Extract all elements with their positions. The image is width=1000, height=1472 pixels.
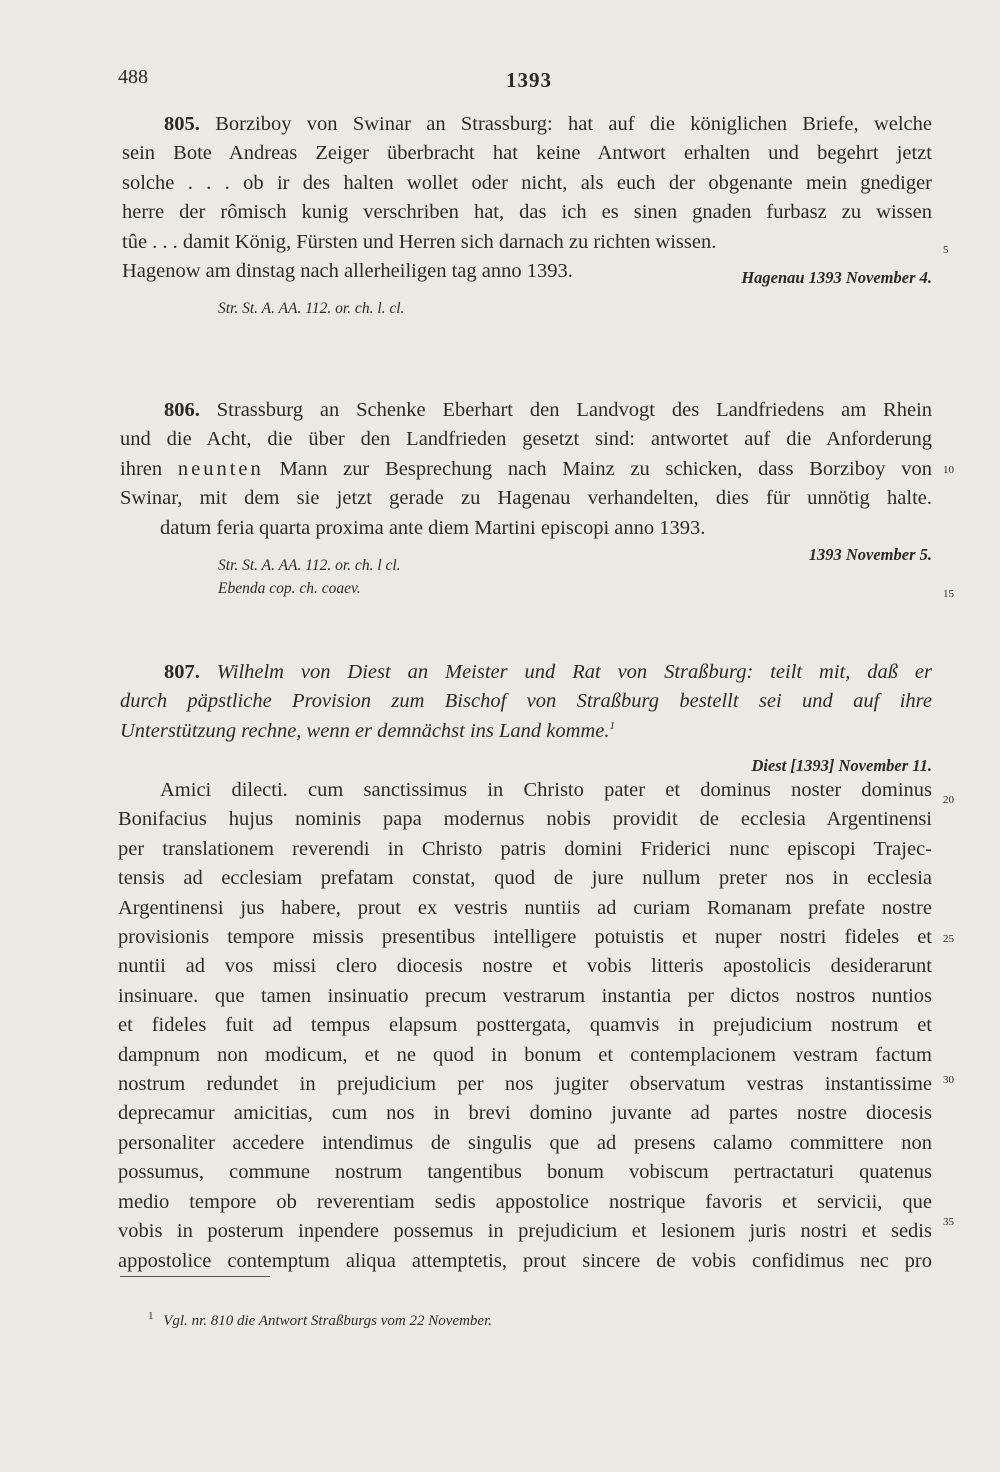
letter-line: appostolice contemptum aliqua attemptetis, prout sincere de vobis confidimus nec pro — [118, 1249, 932, 1272]
letter-line: tensis ad ecclesiam prefatam constat, quod de jure nullum preter nos in ecclesia — [118, 867, 932, 890]
entry-805-date: Hagenau 1393 November 4. — [741, 268, 932, 287]
entry-805-source: Str. St. A. AA. 112. or. ch. l. cl. — [218, 300, 405, 317]
entry-806-text: Strassburg an Schenke Eberhart den Landvogt des Landfriedens am Rhein — [216, 399, 933, 421]
page-number: 488 — [118, 66, 148, 88]
entry-807-line: durch päpstliche Provision zum Bischof von Straßburg bestellt sei und auf ihre — [120, 690, 932, 713]
letter-line: provisionis tempore missis presentibus intelligere potuistis et nuper nostri fideles et — [118, 926, 932, 949]
footnote-mark: 1 — [148, 1310, 154, 1322]
entry-805-line — [122, 110, 932, 139]
entry-806-line: Swinar, mit dem sie jetzt gerade zu Hagenau verhandelten, dies für unnötig halte. — [120, 487, 932, 510]
letter-line: deprecamur amicitias, cum nos in brevi domino juvante ad partes nostre diocesis — [118, 1102, 932, 1125]
entry-806-date: 1393 November 5. — [808, 545, 932, 564]
entry-806-source-copy: Ebenda cop. ch. coaev. — [218, 580, 361, 597]
entry-number: 807. — [164, 661, 200, 683]
entry-806-line: und die Acht, die über den Landfrieden gesetzt sind: antwortet auf die Anforderung — [120, 428, 932, 451]
letter-line: Amici dilecti. cum sanctissimus in Christo pater et dominus noster dominus — [160, 779, 932, 801]
footnote — [148, 1310, 492, 1330]
letter-line: Argentinensi jus habere, prout ex vestris nuntiis ad curiam Romanam prefate nostre — [118, 896, 932, 919]
letter-line: insinuare. que tamen insinuatio precum vestrarum instantia per dictos nostros nuntios — [118, 984, 932, 1007]
margin-line-number: 5 — [943, 244, 949, 256]
entry-number: 805. — [164, 113, 200, 135]
entry-805-text: Borziboy von Swinar an Strassburg: hat auf die königlichen Briefe, welche — [215, 113, 933, 135]
entry-806-body — [120, 396, 932, 514]
letter-line: personaliter accedere intendimus de singulis que ad presens calamo committere non — [118, 1131, 932, 1154]
letter-line: per translationem reverendi in Christo patris domini Friderici nunc episcopi Trajec- — [118, 837, 932, 860]
letter-line: dampnum non modicum, et ne quod in bonum et contemplacionem vestram factum — [118, 1043, 932, 1066]
footnote-text: Vgl. nr. 810 die Antwort Straßburgs vom 22 November. — [163, 1313, 492, 1329]
entry-807-line — [120, 658, 932, 687]
entry-807-text: Unterstützung rechne, wenn er demnächst ins Land komme. — [120, 719, 610, 742]
entry-806-datum: datum feria quarta proxima ante diem Martini episcopi anno 1393. — [160, 517, 706, 539]
entry-805-closing-line: Hagenow am dinstag nach allerheiligen tag anno 1393. — [122, 260, 573, 282]
entry-807-date: Diest [1393] November 11. — [751, 756, 932, 775]
entry-number: 806. — [164, 399, 200, 421]
entry-807-letter — [118, 776, 932, 1276]
margin-line-number: 30 — [943, 1074, 954, 1086]
letter-line: nostrum redundet in prejudicium per nos jugiter observatum vestras instantissime — [118, 1073, 932, 1096]
running-year: 1393 — [506, 68, 552, 92]
margin-line-number: 20 — [943, 794, 954, 806]
footnote-rule — [120, 1276, 270, 1277]
margin-line-number: 35 — [943, 1216, 954, 1228]
entry-807-line — [120, 717, 932, 746]
letter-line: Bonifacius hujus nominis papa modernus nobis providit de ecclesia Argentinensi — [118, 808, 932, 831]
letter-line: vobis in posterum inpendere possemus in prejudicium et lesionem juris nostri et sedis — [118, 1220, 932, 1243]
footnote-reference: 1 — [609, 719, 615, 732]
letter-line: et fideles fuit ad tempus elapsum posttergata, quamvis in prejudicium nostrum et — [118, 1014, 932, 1037]
entry-806-line — [120, 455, 932, 484]
entry-805-line: solche . . . ob ir des halten wollet oder nicht, als euch der obgenante mein gnediger — [122, 171, 932, 194]
entry-805-line: herre der rômisch kunig verschriben hat, das ich es sinen gnaden furbasz zu wissen — [122, 201, 932, 224]
entry-806-text: ihren — [120, 457, 163, 480]
entry-805-line: sein Bote Andreas Zeiger überbracht hat keine Antwort erhalten und begehrt jetzt — [122, 142, 932, 165]
margin-line-number: 25 — [943, 933, 954, 945]
entry-807-text: Wilhelm von Diest an Meister und Rat von Straßburg: teilt mit, daß er — [216, 661, 932, 683]
margin-line-number: 15 — [943, 588, 954, 600]
entry-806-source: Str. St. A. AA. 112. or. ch. l cl. — [218, 557, 401, 574]
entry-807-regest — [120, 658, 932, 746]
entry-805-line: tûe . . . damit König, Fürsten und Herren sich darnach zu richten wissen. — [122, 230, 717, 253]
margin-line-number: 10 — [943, 464, 954, 476]
letter-line: nuntii ad vos missi clero diocesis nostre et vobis litteris apostolicis desiderarunt — [118, 955, 932, 978]
entry-805-body — [122, 110, 932, 257]
entry-806-text: Mann zur Besprechung nach Mainz zu schicken, dass Borziboy von — [279, 457, 933, 480]
emphasized-word: neunten — [177, 457, 264, 480]
entry-806-line — [120, 396, 932, 425]
letter-line: medio tempore ob reverentiam sedis appostolice nostrique favoris et servicii, que — [118, 1190, 932, 1213]
letter-line: possumus, commune nostrum tangentibus bonum vobiscum pertractaturi quatenus — [118, 1161, 932, 1184]
